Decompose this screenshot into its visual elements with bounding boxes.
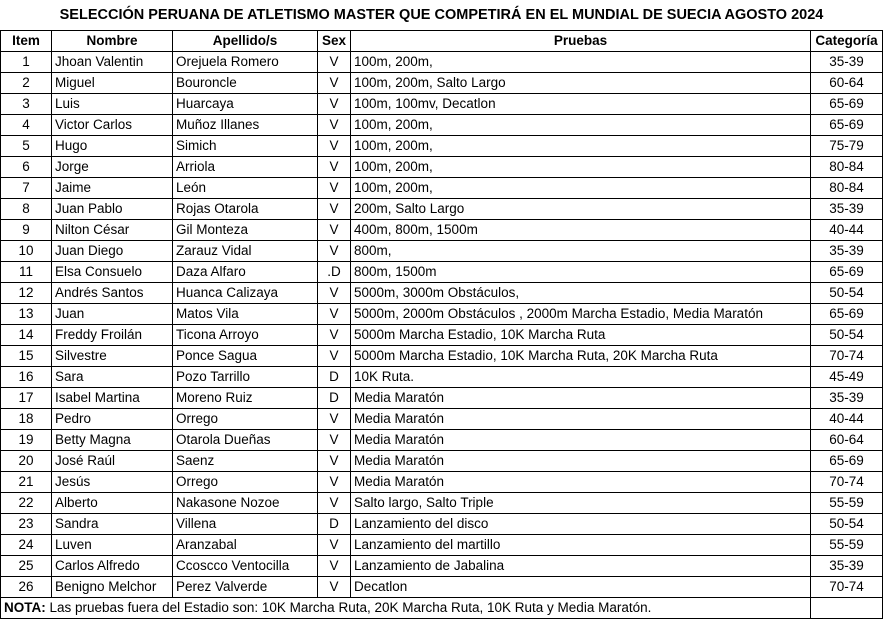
table-row xyxy=(1,388,883,409)
cell-categoria[interactable]: 35-39 xyxy=(811,556,883,577)
cell-sex[interactable]: V xyxy=(318,178,351,199)
cell-nombre[interactable]: Luis xyxy=(52,94,173,115)
cell-apellido[interactable]: Villena xyxy=(173,514,318,535)
cell-item[interactable]: 16 xyxy=(1,367,52,388)
cell-nombre[interactable]: Jaime xyxy=(52,178,173,199)
cell-pruebas[interactable]: 100m, 200m, xyxy=(351,115,811,136)
cell-nombre[interactable]: Sandra xyxy=(52,514,173,535)
cell-categoria[interactable]: 45-49 xyxy=(811,367,883,388)
cell-pruebas[interactable]: 100m, 100mv, Decatlon xyxy=(351,94,811,115)
cell-item[interactable]: 14 xyxy=(1,325,52,346)
header-apellido[interactable]: Apellido/s xyxy=(173,31,318,52)
cell-item[interactable]: 2 xyxy=(1,73,52,94)
cell-pruebas[interactable]: 5000m, 2000m Obstáculos , 2000m Marcha Estadio, Media Maratón xyxy=(351,304,811,325)
table-body xyxy=(1,52,883,598)
cell-nombre[interactable]: José Raúl xyxy=(52,451,173,472)
cell-sex[interactable]: V xyxy=(318,220,351,241)
cell-categoria[interactable]: 55-59 xyxy=(811,493,883,514)
cell-pruebas[interactable]: Media Maratón xyxy=(351,388,811,409)
cell-item[interactable]: 22 xyxy=(1,493,52,514)
table-row xyxy=(1,199,883,220)
cell-sex[interactable]: D xyxy=(318,367,351,388)
cell-sex[interactable]: V xyxy=(318,430,351,451)
cell-nombre[interactable]: Alberto xyxy=(52,493,173,514)
cell-pruebas[interactable]: Media Maratón xyxy=(351,451,811,472)
cell-apellido[interactable]: Pozo Tarrillo xyxy=(173,367,318,388)
cell-categoria[interactable]: 65-69 xyxy=(811,94,883,115)
cell-item[interactable]: 9 xyxy=(1,220,52,241)
cell-categoria[interactable]: 35-39 xyxy=(811,388,883,409)
cell-apellido[interactable]: Ccoscco Ventocilla xyxy=(173,556,318,577)
cell-apellido[interactable]: Huarcaya xyxy=(173,94,318,115)
cell-apellido[interactable]: Zarauz Vidal xyxy=(173,241,318,262)
note-row xyxy=(1,598,883,619)
cell-item[interactable]: 8 xyxy=(1,199,52,220)
cell-apellido[interactable]: Otarola Dueñas xyxy=(173,430,318,451)
cell-nombre[interactable]: Isabel Martina xyxy=(52,388,173,409)
cell-item[interactable]: 13 xyxy=(1,304,52,325)
cell-sex[interactable]: V xyxy=(318,493,351,514)
cell-sex[interactable]: D xyxy=(318,514,351,535)
cell-pruebas[interactable]: Lanzamiento del martillo xyxy=(351,535,811,556)
cell-categoria[interactable]: 40-44 xyxy=(811,409,883,430)
cell-pruebas[interactable]: 5000m Marcha Estadio, 10K Marcha Ruta xyxy=(351,325,811,346)
cell-nombre[interactable]: Freddy Froilán xyxy=(52,325,173,346)
cell-nombre[interactable]: Betty Magna xyxy=(52,430,173,451)
cell-pruebas[interactable]: 5000m Marcha Estadio, 10K Marcha Ruta, 20K Marcha Ruta xyxy=(351,346,811,367)
cell-nombre[interactable]: Jorge xyxy=(52,157,173,178)
cell-pruebas[interactable]: 100m, 200m, xyxy=(351,52,811,73)
cell-categoria[interactable]: 60-64 xyxy=(811,430,883,451)
cell-categoria[interactable]: 65-69 xyxy=(811,451,883,472)
table-row xyxy=(1,535,883,556)
table-row xyxy=(1,115,883,136)
cell-categoria[interactable]: 70-74 xyxy=(811,346,883,367)
cell-item[interactable]: 5 xyxy=(1,136,52,157)
cell-pruebas[interactable]: 10K Ruta. xyxy=(351,367,811,388)
cell-apellido[interactable]: Ponce Sagua xyxy=(173,346,318,367)
athletes-table xyxy=(0,30,883,619)
cell-categoria[interactable]: 60-64 xyxy=(811,73,883,94)
table-row xyxy=(1,451,883,472)
cell-apellido[interactable]: León xyxy=(173,178,318,199)
table-row xyxy=(1,73,883,94)
cell-sex[interactable]: V xyxy=(318,556,351,577)
table-row xyxy=(1,94,883,115)
cell-sex[interactable]: V xyxy=(318,304,351,325)
cell-sex[interactable]: V xyxy=(318,535,351,556)
cell-pruebas[interactable]: Media Maratón xyxy=(351,430,811,451)
cell-nombre[interactable]: Jhoan Valentin xyxy=(52,52,173,73)
cell-pruebas[interactable]: 800m, xyxy=(351,241,811,262)
table-row xyxy=(1,409,883,430)
cell-apellido[interactable]: Daza Alfaro xyxy=(173,262,318,283)
header-item[interactable]: Item xyxy=(1,31,52,52)
cell-sex[interactable]: V xyxy=(318,136,351,157)
cell-categoria[interactable]: 70-74 xyxy=(811,577,883,598)
cell-nombre[interactable]: Juan Pablo xyxy=(52,199,173,220)
cell-sex[interactable]: V xyxy=(318,199,351,220)
cell-sex[interactable]: V xyxy=(318,115,351,136)
cell-item[interactable]: 24 xyxy=(1,535,52,556)
cell-apellido[interactable]: Gil Monteza xyxy=(173,220,318,241)
cell-nombre[interactable]: Miguel xyxy=(52,73,173,94)
cell-categoria[interactable]: 50-54 xyxy=(811,325,883,346)
header-nombre[interactable]: Nombre xyxy=(52,31,173,52)
cell-pruebas[interactable]: 200m, Salto Largo xyxy=(351,199,811,220)
cell-apellido[interactable]: Rojas Otarola xyxy=(173,199,318,220)
cell-sex[interactable]: V xyxy=(318,472,351,493)
header-pruebas[interactable]: Pruebas xyxy=(351,31,811,52)
cell-apellido[interactable]: Moreno Ruiz xyxy=(173,388,318,409)
cell-item[interactable]: 3 xyxy=(1,94,52,115)
cell-item[interactable]: 4 xyxy=(1,115,52,136)
cell-nombre[interactable]: Luven xyxy=(52,535,173,556)
cell-sex[interactable]: .D xyxy=(318,262,351,283)
table-row xyxy=(1,283,883,304)
cell-sex[interactable]: D xyxy=(318,388,351,409)
cell-item[interactable]: 23 xyxy=(1,514,52,535)
cell-pruebas[interactable]: 100m, 200m, xyxy=(351,157,811,178)
table-row xyxy=(1,262,883,283)
cell-pruebas[interactable]: 100m, 200m, Salto Largo xyxy=(351,73,811,94)
cell-apellido[interactable]: Simich xyxy=(173,136,318,157)
cell-categoria[interactable]: 50-54 xyxy=(811,514,883,535)
cell-categoria[interactable]: 55-59 xyxy=(811,535,883,556)
cell-categoria[interactable]: 75-79 xyxy=(811,136,883,157)
cell-categoria[interactable]: 65-69 xyxy=(811,304,883,325)
table-row xyxy=(1,220,883,241)
table-row xyxy=(1,367,883,388)
cell-item[interactable]: 18 xyxy=(1,409,52,430)
cell-apellido[interactable]: Matos Vila xyxy=(173,304,318,325)
cell-nombre[interactable]: Sara xyxy=(52,367,173,388)
cell-sex[interactable]: V xyxy=(318,73,351,94)
note-label: NOTA: xyxy=(4,600,46,615)
cell-categoria[interactable]: 35-39 xyxy=(811,241,883,262)
cell-pruebas[interactable]: Lanzamiento del disco xyxy=(351,514,811,535)
cell-pruebas[interactable]: Salto largo, Salto Triple xyxy=(351,493,811,514)
cell-nombre[interactable]: Elsa Consuelo xyxy=(52,262,173,283)
cell-categoria[interactable]: 50-54 xyxy=(811,283,883,304)
table-row xyxy=(1,514,883,535)
cell-categoria[interactable]: 80-84 xyxy=(811,178,883,199)
cell-apellido[interactable]: Saenz xyxy=(173,451,318,472)
page-title: SELECCIÓN PERUANA DE ATLETISMO MASTER QUE COMPETIRÁ EN EL MUNDIAL DE SUECIA AGOSTO 2024 xyxy=(59,7,824,23)
cell-nombre[interactable]: Carlos Alfredo xyxy=(52,556,173,577)
cell-pruebas[interactable]: 5000m, 3000m Obstáculos, xyxy=(351,283,811,304)
cell-nombre[interactable]: Juan xyxy=(52,304,173,325)
cell-nombre[interactable]: Benigno Melchor xyxy=(52,577,173,598)
cell-item[interactable]: 26 xyxy=(1,577,52,598)
cell-nombre[interactable]: Pedro xyxy=(52,409,173,430)
cell-categoria[interactable]: 80-84 xyxy=(811,157,883,178)
cell-sex[interactable]: V xyxy=(318,241,351,262)
cell-nombre[interactable]: Jesús xyxy=(52,472,173,493)
note-cell[interactable] xyxy=(1,598,811,619)
cell-sex[interactable]: V xyxy=(318,283,351,304)
cell-sex[interactable]: V xyxy=(318,157,351,178)
cell-item[interactable]: 1 xyxy=(1,52,52,73)
cell-nombre[interactable]: Hugo xyxy=(52,136,173,157)
cell-pruebas[interactable]: 400m, 800m, 1500m xyxy=(351,220,811,241)
cell-pruebas[interactable]: 100m, 200m, xyxy=(351,178,811,199)
cell-pruebas[interactable]: Media Maratón xyxy=(351,409,811,430)
table-row xyxy=(1,136,883,157)
table-row xyxy=(1,493,883,514)
cell-pruebas[interactable]: Decatlon xyxy=(351,577,811,598)
cell-apellido[interactable]: Perez Valverde xyxy=(173,577,318,598)
cell-categoria[interactable]: 35-39 xyxy=(811,52,883,73)
cell-item[interactable]: 10 xyxy=(1,241,52,262)
cell-item[interactable]: 19 xyxy=(1,430,52,451)
cell-apellido[interactable]: Orejuela Romero xyxy=(173,52,318,73)
cell-apellido[interactable]: Arriola xyxy=(173,157,318,178)
cell-apellido[interactable]: Huanca Calizaya xyxy=(173,283,318,304)
cell-item[interactable]: 17 xyxy=(1,388,52,409)
table-row xyxy=(1,556,883,577)
table-row xyxy=(1,346,883,367)
cell-pruebas[interactable]: Media Maratón xyxy=(351,472,811,493)
cell-item[interactable]: 11 xyxy=(1,262,52,283)
cell-categoria[interactable]: 65-69 xyxy=(811,262,883,283)
cell-categoria[interactable]: 35-39 xyxy=(811,199,883,220)
header-sex[interactable]: Sex xyxy=(318,31,351,52)
cell-pruebas[interactable]: Lanzamiento de Jabalina xyxy=(351,556,811,577)
cell-categoria[interactable]: 40-44 xyxy=(811,220,883,241)
cell-sex[interactable]: V xyxy=(318,451,351,472)
cell-sex[interactable]: V xyxy=(318,409,351,430)
cell-item[interactable]: 20 xyxy=(1,451,52,472)
cell-categoria[interactable]: 70-74 xyxy=(811,472,883,493)
cell-apellido[interactable]: Aranzabal xyxy=(173,535,318,556)
cell-apellido[interactable]: Orrego xyxy=(173,409,318,430)
cell-nombre[interactable]: Silvestre xyxy=(52,346,173,367)
table-row xyxy=(1,577,883,598)
cell-nombre[interactable]: Victor Carlos xyxy=(52,115,173,136)
cell-nombre[interactable]: Juan Diego xyxy=(52,241,173,262)
cell-pruebas[interactable]: 100m, 200m, xyxy=(351,136,811,157)
cell-apellido[interactable]: Muñoz Illanes xyxy=(173,115,318,136)
cell-apellido[interactable]: Bouroncle xyxy=(173,73,318,94)
table-row xyxy=(1,325,883,346)
table-row xyxy=(1,178,883,199)
cell-item[interactable]: 21 xyxy=(1,472,52,493)
table-row xyxy=(1,472,883,493)
cell-item[interactable]: 25 xyxy=(1,556,52,577)
cell-sex[interactable]: V xyxy=(318,325,351,346)
cell-nombre[interactable]: Nilton César xyxy=(52,220,173,241)
cell-categoria[interactable]: 65-69 xyxy=(811,115,883,136)
header-categoria[interactable]: Categoría xyxy=(811,31,883,52)
note-empty-cell[interactable] xyxy=(811,598,883,619)
table-row xyxy=(1,430,883,451)
cell-item[interactable]: 15 xyxy=(1,346,52,367)
cell-sex[interactable]: V xyxy=(318,52,351,73)
cell-apellido[interactable]: Orrego xyxy=(173,472,318,493)
cell-sex[interactable]: V xyxy=(318,346,351,367)
cell-pruebas[interactable]: 800m, 1500m xyxy=(351,262,811,283)
table-header-row xyxy=(1,31,883,52)
table-row xyxy=(1,52,883,73)
note-text: Las pruebas fuera del Estadio son: 10K Marcha Ruta, 20K Marcha Ruta, 10K Ruta y Media Maratón. xyxy=(49,600,652,615)
cell-sex[interactable]: V xyxy=(318,94,351,115)
cell-nombre[interactable]: Andrés Santos xyxy=(52,283,173,304)
cell-apellido[interactable]: Nakasone Nozoe xyxy=(173,493,318,514)
cell-item[interactable]: 12 xyxy=(1,283,52,304)
cell-item[interactable]: 7 xyxy=(1,178,52,199)
cell-item[interactable]: 6 xyxy=(1,157,52,178)
table-row xyxy=(1,157,883,178)
table-row xyxy=(1,241,883,262)
cell-apellido[interactable]: Ticona Arroyo xyxy=(173,325,318,346)
table-row xyxy=(1,304,883,325)
cell-sex[interactable]: V xyxy=(318,577,351,598)
